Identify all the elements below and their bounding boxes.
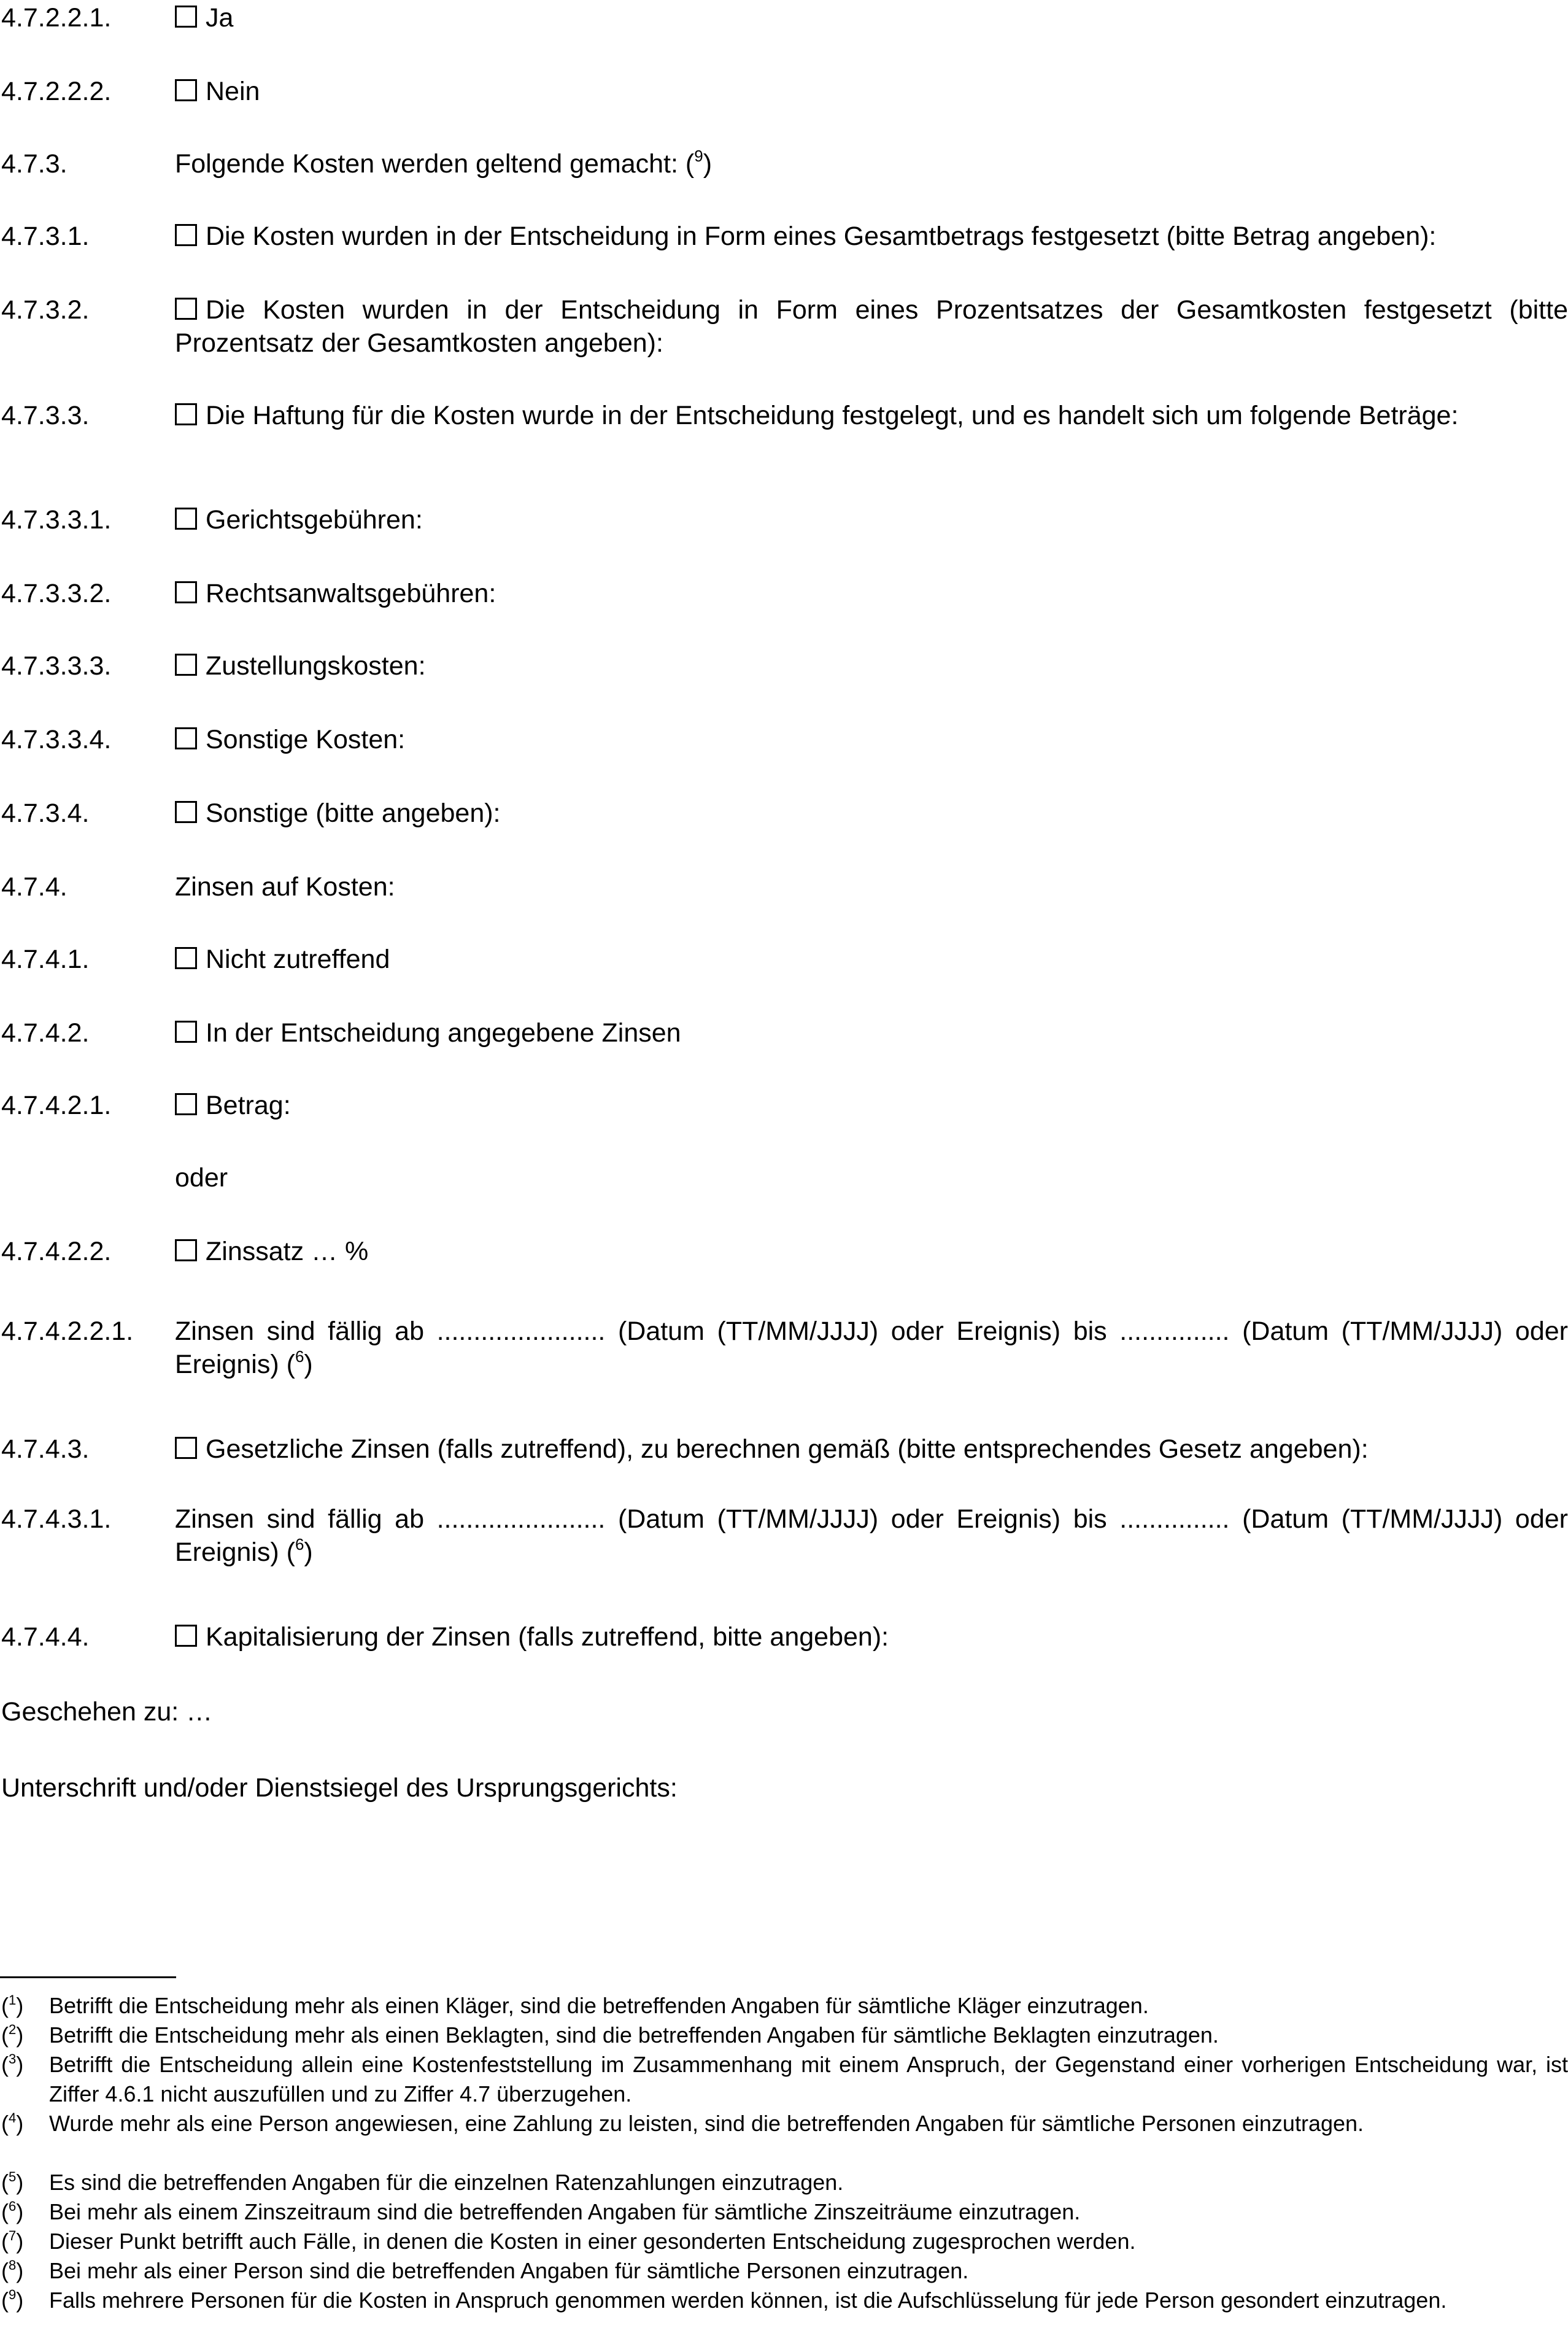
item-number: 4.7.4.2.1.: [1, 1091, 112, 1120]
item-number: 4.7.4.3.: [1, 1434, 90, 1464]
footnote-ref: 9: [694, 147, 703, 165]
checkbox[interactable]: [175, 508, 197, 530]
item-number: 4.7.3.3.2.: [1, 579, 112, 608]
checkbox[interactable]: [175, 654, 197, 676]
item-body: [175, 293, 1568, 360]
item-text: Sonstige (bitte angeben):: [206, 799, 501, 828]
item-text: Betrag:: [206, 1091, 291, 1120]
footnote-mark: ($^9$): [1, 2287, 24, 2313]
item-body: [175, 1089, 1568, 1122]
signature-line: Unterschrift und/oder Dienstsiegel des Ursprungsgerichts:: [1, 1773, 678, 1803]
item-text: Zinssatz … %: [206, 1237, 369, 1266]
item-body: [175, 577, 1568, 610]
item-text: Zinsen auf Kosten:: [175, 872, 395, 902]
item-number: 4.7.3.3.: [1, 401, 90, 430]
item-text: oder: [175, 1163, 228, 1193]
item-number: 4.7.4.: [1, 872, 68, 902]
checkbox[interactable]: [175, 1625, 197, 1647]
item-text: In der Entscheidung angegebene Zinsen: [206, 1018, 681, 1048]
item-text: Sonstige Kosten:: [206, 725, 406, 754]
item-number: 4.7.3.4.: [1, 799, 90, 828]
item-text: Die Kosten wurden in der Entscheidung in Form eines Gesamtbetrags festgesetzt (bitte Betrag angeben):: [206, 222, 1437, 251]
item-text: Zinsen sind fällig ab ....................... (Datum (TT/MM/JJJJ) oder Ereignis) bis ............... (Datum (TT/MM/JJJJ) oder Ereignis) (: [175, 1317, 1568, 1379]
item-text: Ja: [206, 3, 234, 33]
footnote-mark: ($^8$): [1, 2257, 24, 2283]
footnote-mark: ($^5$): [1, 2169, 24, 2195]
footnote-mark: ($^2$): [1, 2022, 24, 2048]
checkbox[interactable]: [175, 1021, 197, 1043]
checkbox[interactable]: [175, 1239, 197, 1261]
item-text-after: ): [703, 149, 713, 179]
checkbox[interactable]: [175, 581, 197, 603]
item-text: Folgende Kosten werden geltend gemacht: (: [175, 149, 695, 179]
item-body: [175, 399, 1568, 432]
item-body: [175, 1315, 1568, 1381]
footnote-text: Es sind die betreffenden Angaben für die einzelnen Ratenzahlungen einzutragen.: [49, 2170, 844, 2195]
item-body: [175, 503, 1568, 536]
footnote-text: Bei mehr als einer Person sind die betreffenden Angaben für sämtliche Personen einzutragen.: [49, 2258, 969, 2283]
item-number: 4.7.4.4.: [1, 1622, 90, 1652]
item-body: [175, 870, 1568, 903]
item-text: Nicht zutreffend: [206, 945, 390, 974]
checkbox[interactable]: [175, 403, 197, 425]
checkbox[interactable]: [175, 298, 197, 320]
footnote-text: Wurde mehr als eine Person angewiesen, eine Zahlung zu leisten, sind die betreffenden Angaben für sämtliche Personen einzutragen.: [49, 2111, 1364, 2136]
item-body: [175, 1235, 1568, 1268]
checkbox[interactable]: [175, 6, 197, 28]
footnote-text: Falls mehrere Personen für die Kosten in Anspruch genommen werden können, ist die Aufschlüsselung für jede Person gesondert einzutragen.: [49, 2288, 1447, 2313]
item-text: Nein: [206, 77, 260, 106]
item-body: [175, 1620, 1568, 1654]
checkbox[interactable]: [175, 1437, 197, 1459]
item-text: Zinsen sind fällig ab ....................... (Datum (TT/MM/JJJJ) oder Ereignis) bis ............... (Datum (TT/MM/JJJJ) oder Ereignis) (: [175, 1504, 1568, 1567]
item-number: 4.7.2.2.1.: [1, 3, 112, 33]
item-number: 4.7.4.2.2.1.: [1, 1317, 134, 1346]
item-number: 4.7.4.2.2.: [1, 1237, 112, 1266]
item-number: 4.7.3.3.4.: [1, 725, 112, 754]
item-number: 4.7.2.2.2.: [1, 77, 112, 106]
item-text: Kapitalisierung der Zinsen (falls zutreffend, bitte angeben):: [206, 1622, 889, 1652]
footnote-text: Bei mehr als einem Zinszeitraum sind die betreffenden Angaben für sämtliche Zinszeiträume einzutragen.: [49, 2199, 1081, 2224]
item-number: 4.7.4.3.1.: [1, 1504, 112, 1534]
footnote-mark: ($^4$): [1, 2110, 24, 2136]
item-text: Gesetzliche Zinsen (falls zutreffend), zu berechnen gemäß (bitte entsprechendes Gesetz angeben):: [206, 1434, 1369, 1464]
item-body: [175, 1016, 1568, 1050]
item-body: [175, 1, 1568, 34]
item-number: 4.7.4.2.: [1, 1018, 90, 1048]
item-number: 4.7.3.3.1.: [1, 505, 112, 535]
item-body: [175, 75, 1568, 108]
checkbox[interactable]: [175, 727, 197, 749]
item-number: 4.7.3.2.: [1, 295, 90, 325]
item-text: Die Haftung für die Kosten wurde in der Entscheidung festgelegt, und es handelt sich um folgende Beträge:: [206, 401, 1459, 430]
footnote-mark: ($^6$): [1, 2199, 24, 2224]
footnote-separator: [0, 1976, 176, 1978]
item-text: Rechtsanwaltsgebühren:: [206, 579, 496, 608]
footnote-text: Betrifft die Entscheidung mehr als einen Kläger, sind die betreffenden Angaben für sämtliche Kläger einzutragen.: [49, 1993, 1149, 2018]
item-body: [175, 220, 1568, 253]
checkbox[interactable]: [175, 1093, 197, 1115]
footnote-ref: 6: [295, 1535, 304, 1553]
item-text-after: ): [304, 1538, 313, 1567]
item-number: 4.7.4.1.: [1, 945, 90, 974]
item-body: [175, 797, 1568, 830]
item-number: 4.7.3.3.3.: [1, 651, 112, 681]
checkbox[interactable]: [175, 224, 197, 246]
checkbox[interactable]: [175, 947, 197, 969]
item-body: [175, 943, 1568, 976]
footnote-text: Dieser Punkt betrifft auch Fälle, in denen die Kosten in einer gesonderten Entscheidung zugesprochen werden.: [49, 2229, 1136, 2254]
item-body: [175, 1161, 1568, 1194]
item-text: Zustellungskosten:: [206, 651, 426, 681]
checkbox[interactable]: [175, 79, 197, 101]
footnote-mark: ($^1$): [1, 1992, 24, 2018]
footnote-mark: ($^3$): [1, 2051, 24, 2077]
footnote-text: Betrifft die Entscheidung allein eine Kostenfeststellung im Zusammenhang mit einem Anspruch, der Gegenstand einer vorherigen Entscheidung war, ist Ziffer 4.6.1 nicht auszufüllen und zu Ziffer 4.7 überzugehen.: [49, 2052, 1568, 2106]
item-body: [175, 1503, 1568, 1569]
footnote-text: Betrifft die Entscheidung mehr als einen Beklagten, sind die betreffenden Angaben für sämtliche Beklagten einzutragen.: [49, 2022, 1219, 2048]
checkbox[interactable]: [175, 801, 197, 823]
item-text-after: ): [304, 1350, 313, 1379]
item-text: Die Kosten wurden in der Entscheidung in Form eines Prozentsatzes der Gesamtkosten festgesetzt (bitte Prozentsatz der Gesamtkosten angeben):: [175, 295, 1568, 358]
item-body: [175, 723, 1568, 756]
item-body: [175, 147, 1568, 180]
item-text: Gerichtsgebühren:: [206, 505, 423, 535]
item-number: 4.7.3.: [1, 149, 68, 179]
item-body: [175, 1433, 1568, 1466]
footnote-mark: ($^7$): [1, 2228, 24, 2254]
footnote-ref: 6: [295, 1347, 304, 1366]
item-number: 4.7.3.1.: [1, 222, 90, 251]
done-at-line: Geschehen zu: …: [1, 1697, 213, 1727]
item-body: [175, 649, 1568, 683]
